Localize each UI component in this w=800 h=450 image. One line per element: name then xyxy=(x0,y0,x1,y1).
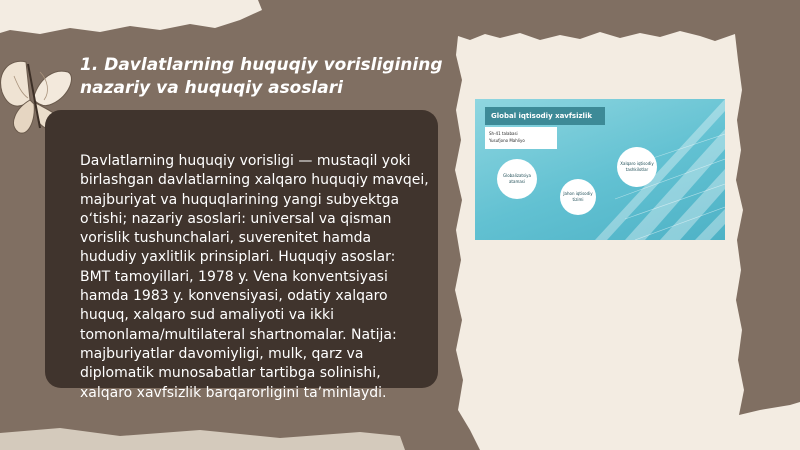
thumbnail-circle-2: Jahon iqtisodiy tizimi xyxy=(560,179,596,215)
presentation-thumbnail xyxy=(475,99,725,240)
slide-body-text: Davlatlarning huquqiy vorisligi — mustaqil yoki birlashgan davlatlarning xalqaro huquqiy mavqei, majburiyat va huquqlarining yangi subyektga o‘tishi; nazariy asoslari: universal va qisman vorislik tushunchalari, suverenitet hamda hududiy yaxlitlik prinsiplari. Huquqiy asoslar: BMT tamoyillari, 1978 y. Vena konventsiyasi hamda 1983 y. konvensiyasi, odatiy xalqaro huquq, xalqaro sud amaliyoti va ikki tomonlama/multilateral shartnomalar. Natija: majburiyatlar davomiyligi, mulk, qarz va diplomatik munosabatlar tartibga solinishi, xalqaro xavfsizlik barqarorligini ta’minlaydi. xyxy=(80,153,429,401)
thumbnail-subtitle xyxy=(485,127,557,149)
thumbnail-circle-3: Xalqaro iqtisodiy tashkilotlar xyxy=(617,147,657,187)
torn-paper-right xyxy=(455,31,800,450)
slide-title: 1. Davlatlarning huquqiy vorisligining nazariy va huquqiy asoslari xyxy=(80,55,443,98)
thumbnail-title: Global iqtisodiy xavfsizlik xyxy=(485,107,605,125)
thumbnail-subtitle-line2: Yusufjono Mahliyo xyxy=(489,138,525,143)
torn-paper-top xyxy=(0,0,262,34)
thumbnail-subtitle-line1: Sh-41 talabasi xyxy=(489,131,518,136)
thumbnail-circle-1: Globalizatsiya atamasi xyxy=(497,159,537,199)
torn-paper-bottom-left xyxy=(0,428,405,450)
